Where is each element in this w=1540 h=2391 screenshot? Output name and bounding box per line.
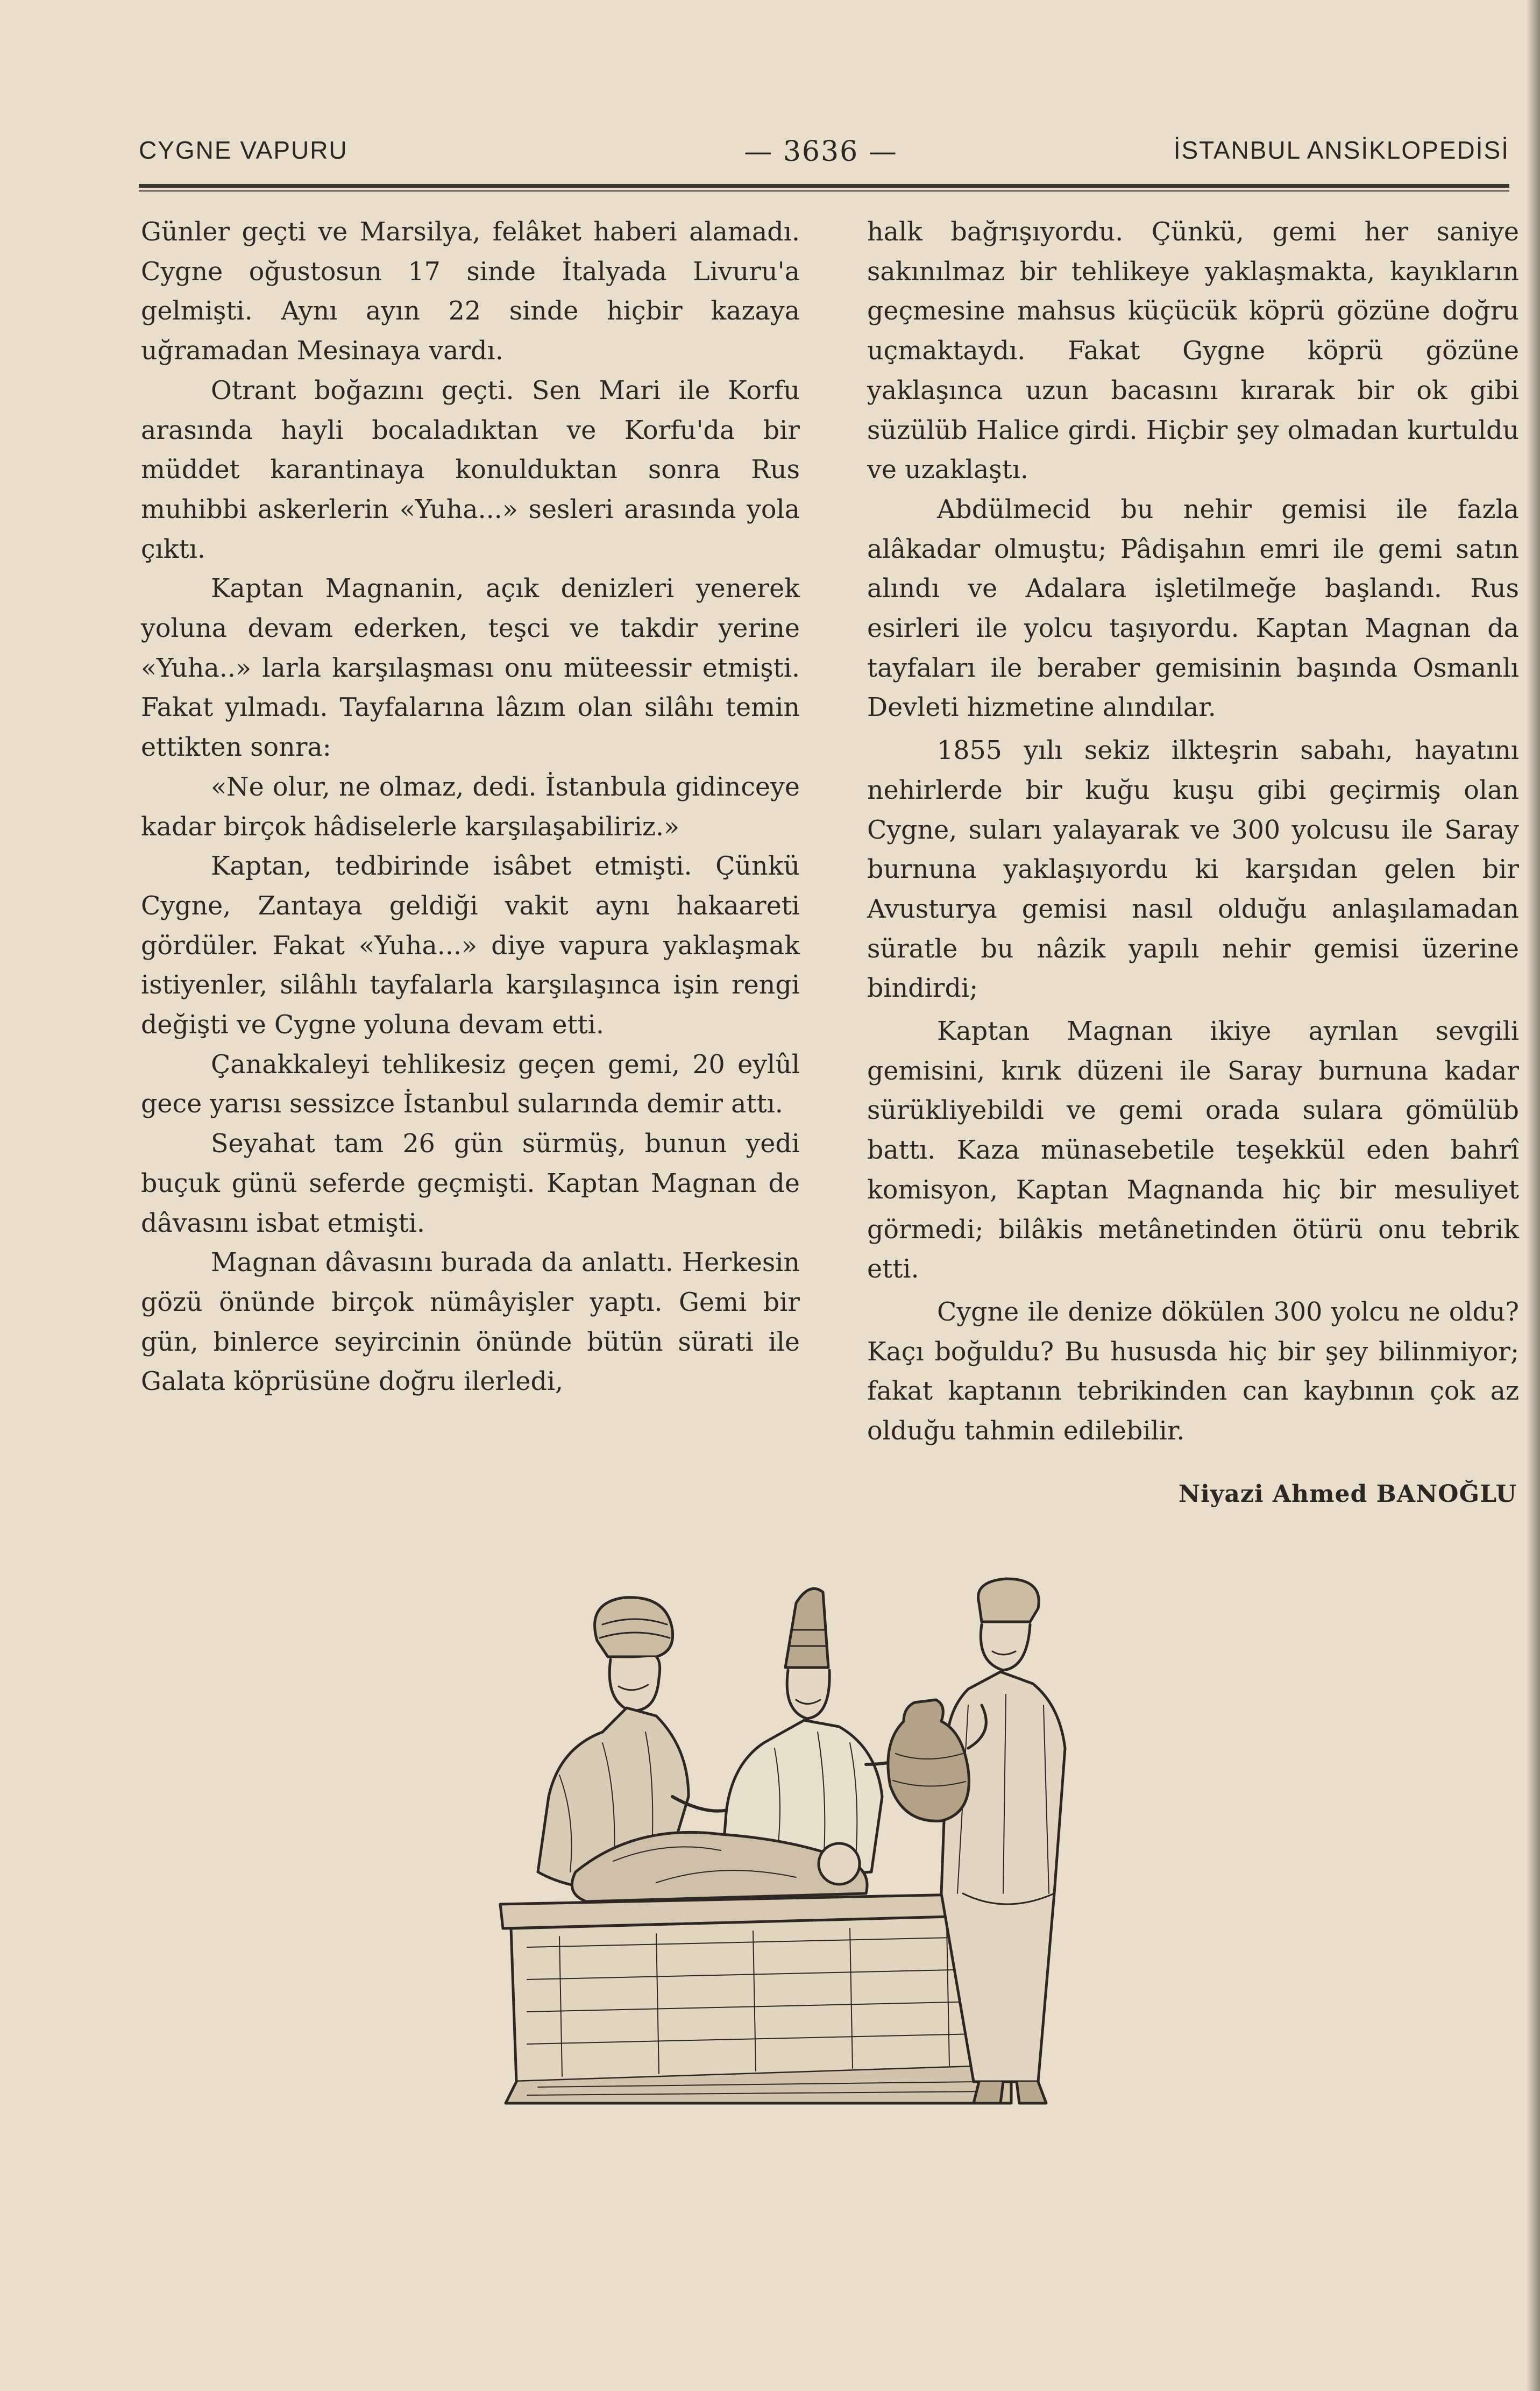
paragraph: Seyahat tam 26 gün sürmüş, bunun yedi buçuk günü seferde geçmişti. Kaptan Magnan de dâvasını isbat etmişti. — [141, 1129, 800, 1238]
illustration-figures-at-table — [495, 1571, 1130, 2109]
right-column — [867, 212, 1519, 1451]
header-rule-thin — [139, 190, 1509, 191]
paragraph: «Ne olur, ne olmaz, dedi. İstanbula gidinceye kadar birçok hâdiselerle karşılaşabiliriz.» — [141, 772, 800, 842]
paragraph: halk bağrışıyordu. Çünkü, gemi her saniye sakınılmaz bir tehlikeye yaklaşmakta, kayıkların geçmesine mahsus küçücük köprü gözüne doğru uçmaktaydı. Fakat Gygne köprü gözüne yaklaşınca uzun bacasını kırarak bir ok gibi süzülüb Halice girdi. Hiçbir şey olmadan kurtuldu ve uzaklaştı. — [867, 217, 1519, 485]
page-edge-shadow — [1526, 0, 1540, 2391]
table-front — [511, 1915, 1011, 2082]
paragraph: Kaptan, tedbirinde isâbet etmişti. Çünkü Cygne, Zantaya geldiği vakit aynı hakaareti gördüler. Fakat «Yuha...» diye vapura yaklaşmak istiyenler, silâhlı tayfalarla karşılaşınca işin rengi değişti ve Cygne yoluna devam etti. — [141, 852, 800, 1040]
paragraph: Cygne ile denize dökülen 300 yolcu ne oldu? Kaçı boğuldu? Bu hususda hiç bir şey bilinmiyor; fakat kaptanın tebrikinden can kaybının çok az olduğu tahmin edilebilir. — [867, 1297, 1519, 1446]
paragraph: Otrant boğazını geçti. Sen Mari ile Korfu arasında hayli bocaladıktan ve Korfu'da bir müddet karantinaya konulduktan sonra Rus muhibbi askerlerin «Yuha...» sesleri arasında yola çıktı. — [141, 375, 800, 564]
left-column — [141, 212, 800, 1402]
page-number: — 3636 — — [744, 136, 898, 168]
paragraph: Kaptan Magnan ikiye ayrılan sevgili gemisini, kırık düzeni ile Saray burnuna kadar sürükliyebildi ve gemi orada sulara gömülüb battı. Kaza münasebetile teşekkül eden bahrî komisyon, Kaptan Magnanda hiç bir mesuliyet görmedi; bilâkis metânetinden ötürü onu tebrik etti. — [867, 1017, 1519, 1285]
header-publication-title: İSTANBUL ANSİKLOPEDİSİ — [1173, 136, 1509, 164]
running-header — [139, 130, 1509, 173]
header-section-title: CYGNE VAPURU — [139, 136, 348, 164]
header-rule — [139, 184, 1509, 188]
paragraph: Abdülmecid bu nehir gemisi ile fazla alâkadar olmuştu; Pâdişahın emri ile gemi satın alındı ve Adalara işletilmeğe başlandı. Rus esirleri ile yolcu taşıyordu. Kaptan Magnan da tayfaları ile beraber gemisinin başında Osmanlı Devleti hizmetine alındılar. — [867, 494, 1519, 723]
paragraph: Magnan dâvasını burada da anlattı. Herkesin gözü önünde birçok nümâyişler yaptı. Gemi bir gün, binlerce seyircinin önünde bütün sürati ile Galata köprüsüne doğru ilerledi, — [141, 1248, 800, 1397]
paragraph: 1855 yılı sekiz ilkteşrin sabahı, hayatını nehirlerde bir kuğu kuşu gibi geçirmiş olan Cygne, suları yalayarak ve 300 yolcusu ile Saray burnuna yaklaşıyordu ki karşıdan gelen bir Avusturya gemisi nasıl olduğu anlaşılamadan süratle bu nâzik yapılı nehir gemisi üzerine bindirdi; — [867, 736, 1519, 1004]
paragraph: Çanakkaleyi tehlikesiz geçen gemi, 20 eylûl gece yarısı sessizce İstanbul sularında demir attı. — [141, 1049, 800, 1119]
author-signature: Niyazi Ahmed BANOĞLU — [1178, 1480, 1517, 1508]
paragraph: Günler geçti ve Marsilya, felâket haberi alamadı. Cygne oğustosun 17 sinde İtalyada Livuru'a gelmişti. Aynı ayın 22 sinde hiçbir kazaya uğramadan Mesinaya vardı. — [141, 217, 800, 366]
paragraph: Kaptan Magnanin, açık denizleri yenerek yoluna devam ederken, teşci ve takdir yerine «Yuha..» larla karşılaşması onu müteessir etmişti. Fakat yılmadı. Tayfalarına lâzım olan silâhı temin ettikten sonra: — [141, 574, 800, 763]
